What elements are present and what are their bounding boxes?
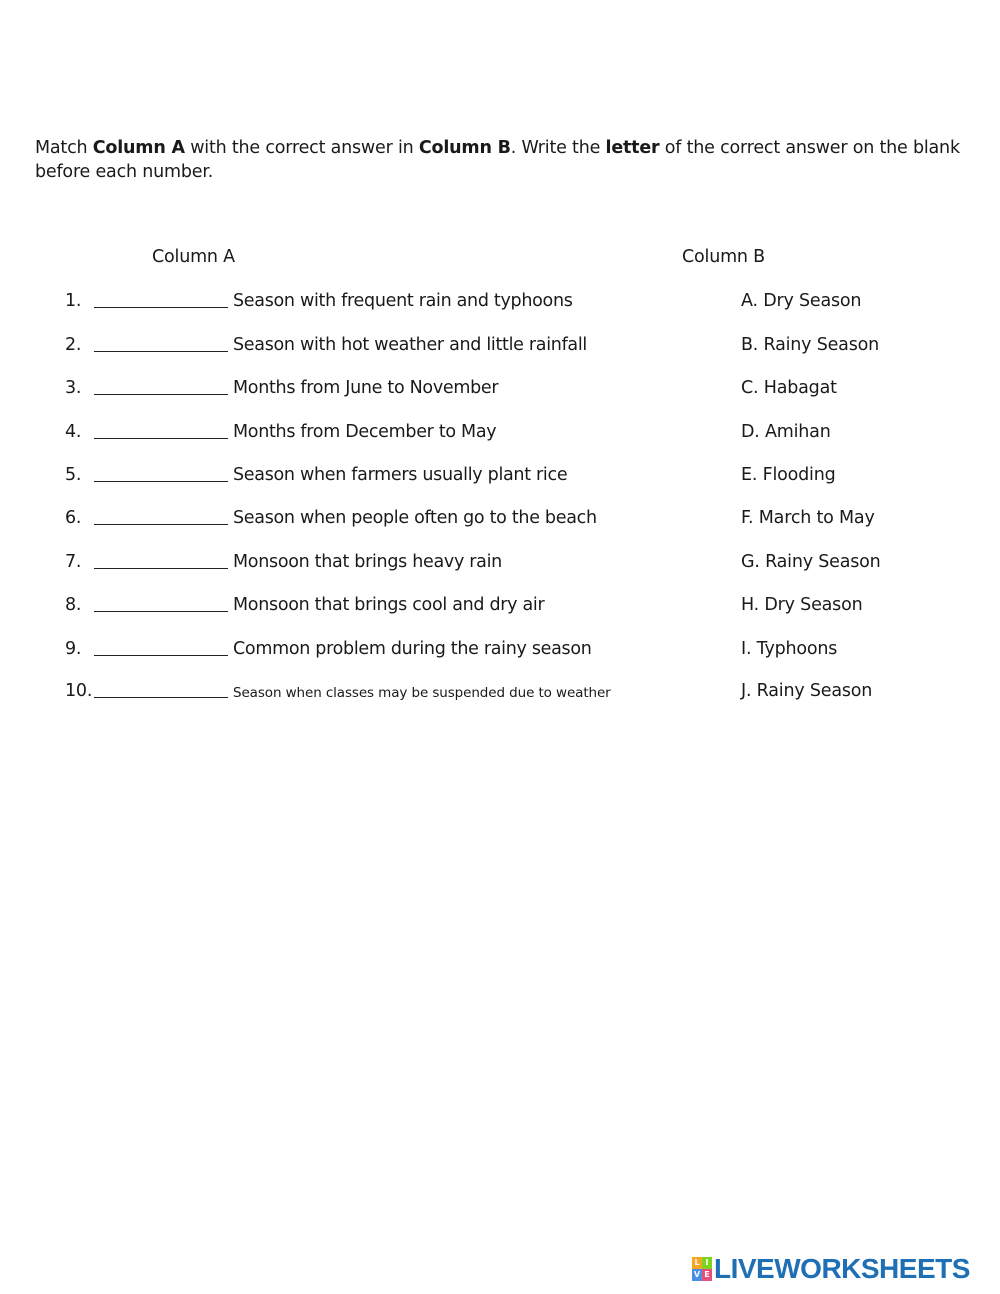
item-question: Monsoon that brings heavy rain [233,552,502,572]
list-item [0,681,1000,711]
logo-tile: L [692,1257,702,1269]
instructions-bold-column-b: Column B [418,138,511,158]
column-b-heading: Column B [682,247,765,267]
item-number: 10. [65,681,93,701]
item-answer-choice: G. Rainy Season [741,552,881,572]
item-question: Season when people often go to the beach [233,508,597,528]
item-question: Season when farmers usually plant rice [233,465,568,485]
logo-tile: V [693,1270,701,1279]
item-number: 2. [65,335,82,355]
liveworksheets-logo-icon [692,1257,712,1281]
instructions-text: Match [35,138,93,158]
list-item [0,639,1000,669]
item-question: Season with hot weather and little rainfall [233,335,587,355]
item-answer-choice: C. Habagat [741,378,837,398]
instructions-bold-letter: letter [605,138,660,158]
item-answer-choice: I. Typhoons [741,639,838,659]
list-item [0,508,1000,538]
logo-tile: E [702,1269,712,1281]
answer-blank[interactable] [94,438,228,439]
item-answer-choice: F. March to May [741,508,875,528]
brand-name: LIVEWORKSHEETS [714,1253,970,1284]
item-number: 3. [65,378,82,398]
answer-blank[interactable] [94,307,228,308]
item-question: Months from December to May [233,422,497,442]
list-item [0,335,1000,365]
item-number: 8. [65,595,82,615]
list-item [0,595,1000,625]
instructions-text: of the correct answer on the blank before each number. [35,138,960,182]
item-number: 7. [65,552,82,572]
item-answer-choice: J. Rainy Season [741,681,873,701]
answer-blank[interactable] [94,655,228,656]
item-number: 1. [65,291,82,311]
item-question: Months from June to November [233,378,499,398]
item-answer-choice: A. Dry Season [741,291,862,311]
item-number: 9. [65,639,82,659]
item-answer-choice: D. Amihan [741,422,831,442]
list-item [0,465,1000,495]
list-item [0,378,1000,408]
instructions [35,136,965,184]
item-number: 6. [65,508,82,528]
liveworksheets-logo [692,1254,970,1284]
instructions-text: with the correct answer in [184,138,419,158]
item-answer-choice: B. Rainy Season [741,335,880,355]
instructions-text: . Write the [510,138,606,158]
item-answer-choice: H. Dry Season [741,595,863,615]
column-a-heading: Column A [152,247,235,267]
item-answer-choice: E. Flooding [741,465,836,485]
logo-tile: I [702,1257,712,1269]
instructions-bold-column-a: Column A [92,138,185,158]
item-question: Monsoon that brings cool and dry air [233,595,545,615]
item-question: Season with frequent rain and typhoons [233,291,573,311]
list-item [0,422,1000,452]
answer-blank[interactable] [94,524,228,525]
answer-blank[interactable] [94,351,228,352]
item-question: Season when classes may be suspended due to weather [233,685,611,701]
item-number: 5. [65,465,82,485]
list-item [0,552,1000,582]
answer-blank[interactable] [94,481,228,482]
answer-blank[interactable] [94,697,228,698]
list-item [0,291,1000,321]
answer-blank[interactable] [94,394,228,395]
item-number: 4. [65,422,82,442]
answer-blank[interactable] [94,611,228,612]
answer-blank[interactable] [94,568,228,569]
item-question: Common problem during the rainy season [233,639,592,659]
